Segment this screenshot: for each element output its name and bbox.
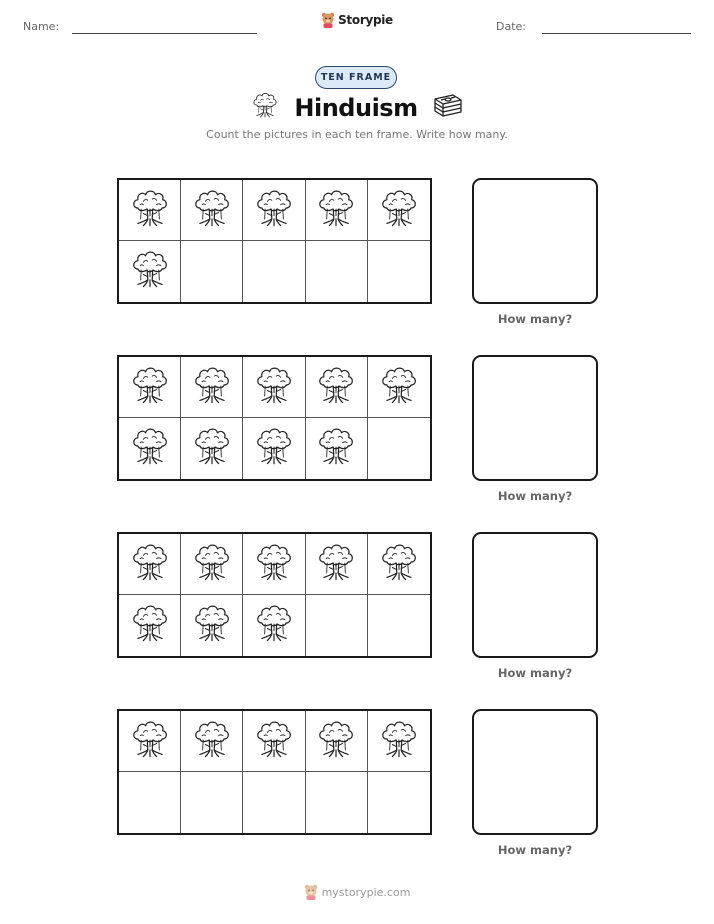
footer [0, 884, 714, 900]
ten-frame-cell [181, 711, 243, 772]
ten-frame-cell [119, 418, 181, 479]
bear-mascot-icon [321, 12, 335, 28]
ten-frame-cell [119, 772, 181, 833]
ten-frame-cell [181, 418, 243, 479]
ten-frame-cell [119, 595, 181, 656]
ten-frame-1 [117, 178, 432, 304]
ten-frame-cell [119, 534, 181, 595]
ten-frame-cell [119, 357, 181, 418]
date-line[interactable] [542, 33, 691, 34]
ten-frame-cell [243, 772, 305, 833]
how-many-label-2: How many? [497, 489, 573, 503]
ten-frame-2 [117, 355, 432, 481]
ten-frame-cell [243, 418, 305, 479]
ten-frame-cell [243, 595, 305, 656]
page-title: Hinduism [294, 93, 418, 122]
footer-url: mystorypie.com [321, 885, 411, 899]
ten-frame-cell [243, 534, 305, 595]
banyan-tree-icon [252, 539, 296, 590]
ten-frame-cell [306, 357, 368, 418]
banyan-tree-icon [250, 90, 280, 125]
ten-frame-cell [243, 180, 305, 241]
ten-frame-cell [181, 241, 243, 302]
banyan-tree-icon [190, 423, 234, 474]
answer-box-3[interactable] [472, 532, 598, 658]
banyan-tree-icon [252, 716, 296, 767]
ten-frame-cell [243, 711, 305, 772]
brand-name: Storypie [338, 13, 393, 27]
ten-frame-cell [368, 418, 430, 479]
ten-frame-cell [181, 534, 243, 595]
ten-frame-4 [117, 709, 432, 835]
ten-frame-cell [306, 180, 368, 241]
ten-frame-cell [306, 772, 368, 833]
name-line[interactable] [72, 33, 257, 34]
ten-frame-cell [243, 241, 305, 302]
ten-frame-cell [306, 711, 368, 772]
ten-frame-3 [117, 532, 432, 658]
brand-logo [0, 12, 714, 28]
ten-frame-cell [243, 357, 305, 418]
ten-frame-cell [368, 534, 430, 595]
ten-frame-cell [119, 711, 181, 772]
ten-frame-cell [306, 241, 368, 302]
money-stack-icon [432, 92, 464, 123]
banyan-tree-icon [190, 185, 234, 236]
banyan-tree-icon [128, 600, 172, 651]
answer-box-2[interactable] [472, 355, 598, 481]
banyan-tree-icon [377, 539, 421, 590]
banyan-tree-icon [128, 716, 172, 767]
answer-box-1[interactable] [472, 178, 598, 304]
ten-frame-cell [306, 418, 368, 479]
banyan-tree-icon [190, 600, 234, 651]
date-label: Date: [496, 20, 526, 33]
banyan-tree-icon [190, 716, 234, 767]
banyan-tree-icon [314, 539, 358, 590]
banyan-tree-icon [252, 600, 296, 651]
ten-frame-cell [181, 595, 243, 656]
ten-frame-badge: TEN FRAME [315, 66, 397, 89]
how-many-label-1: How many? [497, 312, 573, 326]
bear-mascot-icon [304, 884, 318, 900]
instructions: Count the pictures in each ten frame. Write how many. [206, 128, 508, 141]
ten-frame-cell [306, 534, 368, 595]
banyan-tree-icon [314, 423, 358, 474]
ten-frame-cell [368, 357, 430, 418]
banyan-tree-icon [128, 185, 172, 236]
banyan-tree-icon [377, 716, 421, 767]
banyan-tree-icon [252, 423, 296, 474]
ten-frame-cell [368, 595, 430, 656]
ten-frame-cell [181, 357, 243, 418]
banyan-tree-icon [252, 362, 296, 413]
ten-frame-cell [368, 711, 430, 772]
banyan-tree-icon [314, 362, 358, 413]
banyan-tree-icon [190, 362, 234, 413]
banyan-tree-icon [252, 185, 296, 236]
banyan-tree-icon [314, 185, 358, 236]
ten-frame-cell [368, 241, 430, 302]
banyan-tree-icon [190, 539, 234, 590]
banyan-tree-icon [128, 362, 172, 413]
how-many-label-4: How many? [497, 843, 573, 857]
ten-frame-cell [306, 595, 368, 656]
banyan-tree-icon [314, 716, 358, 767]
ten-frame-cell [368, 180, 430, 241]
banyan-tree-icon [128, 246, 172, 297]
how-many-label-3: How many? [497, 666, 573, 680]
answer-box-4[interactable] [472, 709, 598, 835]
ten-frame-cell [119, 241, 181, 302]
ten-frame-cell [181, 180, 243, 241]
ten-frame-cell [119, 180, 181, 241]
name-label: Name: [23, 20, 60, 33]
title-row [0, 90, 714, 125]
ten-frame-cell [181, 772, 243, 833]
banyan-tree-icon [377, 362, 421, 413]
banyan-tree-icon [128, 539, 172, 590]
banyan-tree-icon [377, 185, 421, 236]
banyan-tree-icon [128, 423, 172, 474]
ten-frame-cell [368, 772, 430, 833]
